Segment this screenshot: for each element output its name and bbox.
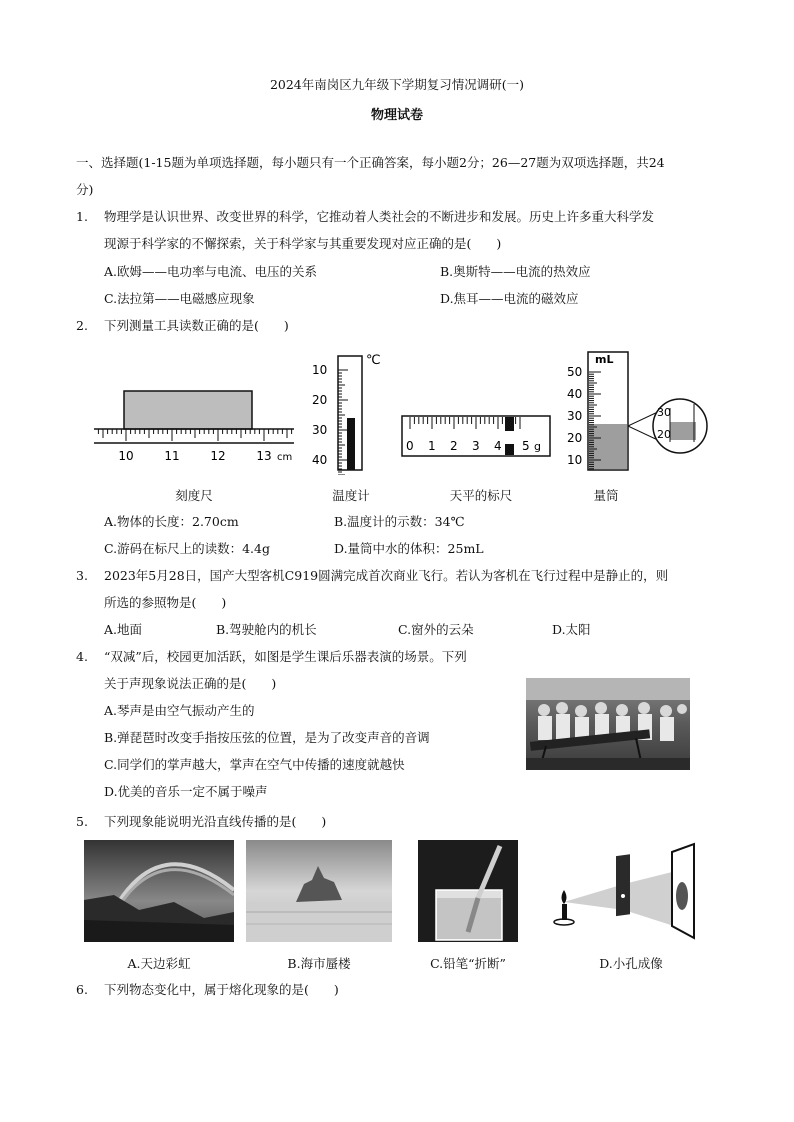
thermometer-unit: ℃: [366, 353, 381, 368]
q2-text: 下列测量工具读数正确的是( ): [104, 318, 289, 333]
q4-option-b: B.弹琵琶时改变手指按压弦的位置，是为了改变声音的音调: [104, 730, 430, 745]
q6-text: 下列物态变化中，属于熔化现象的是( ): [104, 982, 339, 997]
balance-unit: g: [534, 440, 541, 453]
balance-tick-label: 2: [450, 439, 458, 453]
cylinder-unit: mL: [595, 353, 614, 366]
balance-rider-bottom: [505, 444, 514, 455]
q4-number: 4.: [76, 649, 88, 664]
cylinder-tick-label: 50: [567, 365, 583, 379]
q2-number: 2.: [76, 318, 88, 333]
section-heading-line1: 一、选择题(1-15题为单项选择题，每小题只有一个正确答案，每小题2分；26—27题为双项选择题，共24: [76, 155, 665, 170]
cylinder-tick-label: 30: [567, 409, 583, 423]
thermometer-tick-label: 40: [312, 453, 328, 467]
cylinder-caption: 量筒: [593, 488, 619, 503]
cylinder-tick-label: 20: [567, 431, 583, 445]
mirage-photo: [246, 840, 392, 942]
ruler-tick-label: 11: [164, 449, 180, 463]
q1-option-c: C.法拉第——电磁感应现象: [104, 291, 255, 306]
section-heading-line2: 分): [76, 182, 94, 197]
q3-option-d: D.太阳: [552, 622, 591, 637]
ruler-figure: [94, 385, 294, 470]
q1-text: 物理学是认识世界、改变世界的科学，它推动着人类社会的不断进步和发展。历史上许多重大科学发: [104, 209, 655, 224]
ruler-ticks: [98, 429, 291, 441]
balance-rider-top: [505, 417, 514, 431]
cylinder-water: [589, 424, 627, 469]
q1-option-b: B.奥斯特——电流的热效应: [440, 264, 591, 279]
cylinder-tick-label: 10: [567, 453, 583, 467]
thermometer-tick-label: 20: [312, 393, 328, 407]
q3-number: 3.: [76, 568, 88, 583]
thermometer-tick-label: 10: [312, 363, 328, 377]
ruler-tick-label: 10: [118, 449, 134, 463]
balance-caption: 天平的标尺: [449, 488, 513, 503]
q2-stem: [76, 316, 289, 336]
q3-option-b: B.驾驶舱内的机长: [216, 622, 317, 637]
zoom-water: [670, 422, 696, 440]
q4-option-a: A.琴声是由空气振动产生的: [104, 703, 255, 718]
zoom-tick-label: 30: [657, 406, 671, 419]
q3-stem-line2: 所选的参照物是( ): [104, 595, 227, 610]
pinhole-imaging-figure: [546, 840, 696, 942]
q1-option-a: A.欧姆——电功率与电流、电压的关系: [104, 264, 318, 279]
q1-number: 1.: [76, 209, 88, 224]
q5-caption-c: C.铅笔“折断”: [430, 956, 506, 971]
thermometer-tick-label: 30: [312, 423, 328, 437]
balance-rule-figure: [398, 408, 558, 463]
q4-option-c: C.同学们的掌声越大，掌声在空气中传播的速度就越快: [104, 757, 405, 772]
q4-option-d: D.优美的音乐一定不属于噪声: [104, 784, 268, 799]
thermometer-liquid: [347, 418, 355, 470]
q5-number: 5.: [76, 814, 88, 829]
q5-caption-b: B.海市蜃楼: [287, 956, 351, 971]
q1-option-d: D.焦耳——电流的磁效应: [440, 291, 579, 306]
exam-title: 2024年南岗区九年级下学期复习情况调研(一): [269, 77, 525, 92]
balance-tick-label: 5: [522, 439, 530, 453]
pencil-in-water-photo: [418, 840, 518, 942]
exam-subtitle: 物理试卷: [370, 108, 423, 123]
q5-caption-d: D.小孔成像: [599, 956, 663, 971]
q2-option-b: B.温度计的示数：34℃: [334, 514, 465, 529]
rainbow-photo: [84, 840, 234, 942]
ruler-tick-label: 13: [256, 449, 272, 463]
balance-tick-label: 0: [406, 439, 414, 453]
q2-option-c: C.游码在标尺上的读数：4.4g: [104, 541, 270, 556]
q5-caption-a: A.天边彩虹: [127, 956, 191, 971]
q3-option-a: A.地面: [104, 622, 143, 637]
music-performance-photo: [526, 678, 690, 770]
q2-option-d: D.量筒中水的体积：25mL: [334, 541, 484, 556]
q5-text: 下列现象能说明光沿直线传播的是( ): [104, 814, 327, 829]
balance-tick-label: 3: [472, 439, 480, 453]
q5-stem: [76, 812, 326, 832]
q1-stem-line1: [76, 207, 654, 227]
q1-stem-line2: 现源于科学家的不懈探索，关于科学家与其重要发现对应正确的是( ): [104, 236, 502, 251]
ruler-caption: 刻度尺: [175, 488, 213, 503]
q4-stem-line1: [76, 647, 467, 667]
q3-text: 2023年5月28日，国产大型客机C919圆满完成首次商业飞行。若认为客机在飞行过程中是静止的，则: [104, 568, 669, 583]
q3-stem-line1: [76, 566, 668, 586]
ruler-unit: cm: [277, 452, 293, 463]
q6-stem: [76, 980, 339, 1000]
ruler-tick-label: 12: [210, 449, 226, 463]
q6-number: 6.: [76, 982, 88, 997]
thermometer-figure: [308, 350, 388, 475]
balance-tick-label: 1: [428, 439, 436, 453]
q2-option-a: A.物体的长度：2.70cm: [104, 514, 239, 529]
cylinder-figure: [564, 346, 714, 478]
zoom-tick-label: 20: [657, 428, 671, 441]
cylinder-tick-label: 40: [567, 387, 583, 401]
q3-option-c: C.窗外的云朵: [398, 622, 474, 637]
measured-block: [124, 391, 252, 429]
q4-text: “双减”后，校园更加活跃，如图是学生课后乐器表演的场景。下列: [104, 649, 467, 664]
thermometer-caption: 温度计: [332, 488, 370, 503]
q4-stem-line2: 关于声现象说法正确的是( ): [104, 676, 277, 691]
balance-tick-label: 4: [494, 439, 502, 453]
